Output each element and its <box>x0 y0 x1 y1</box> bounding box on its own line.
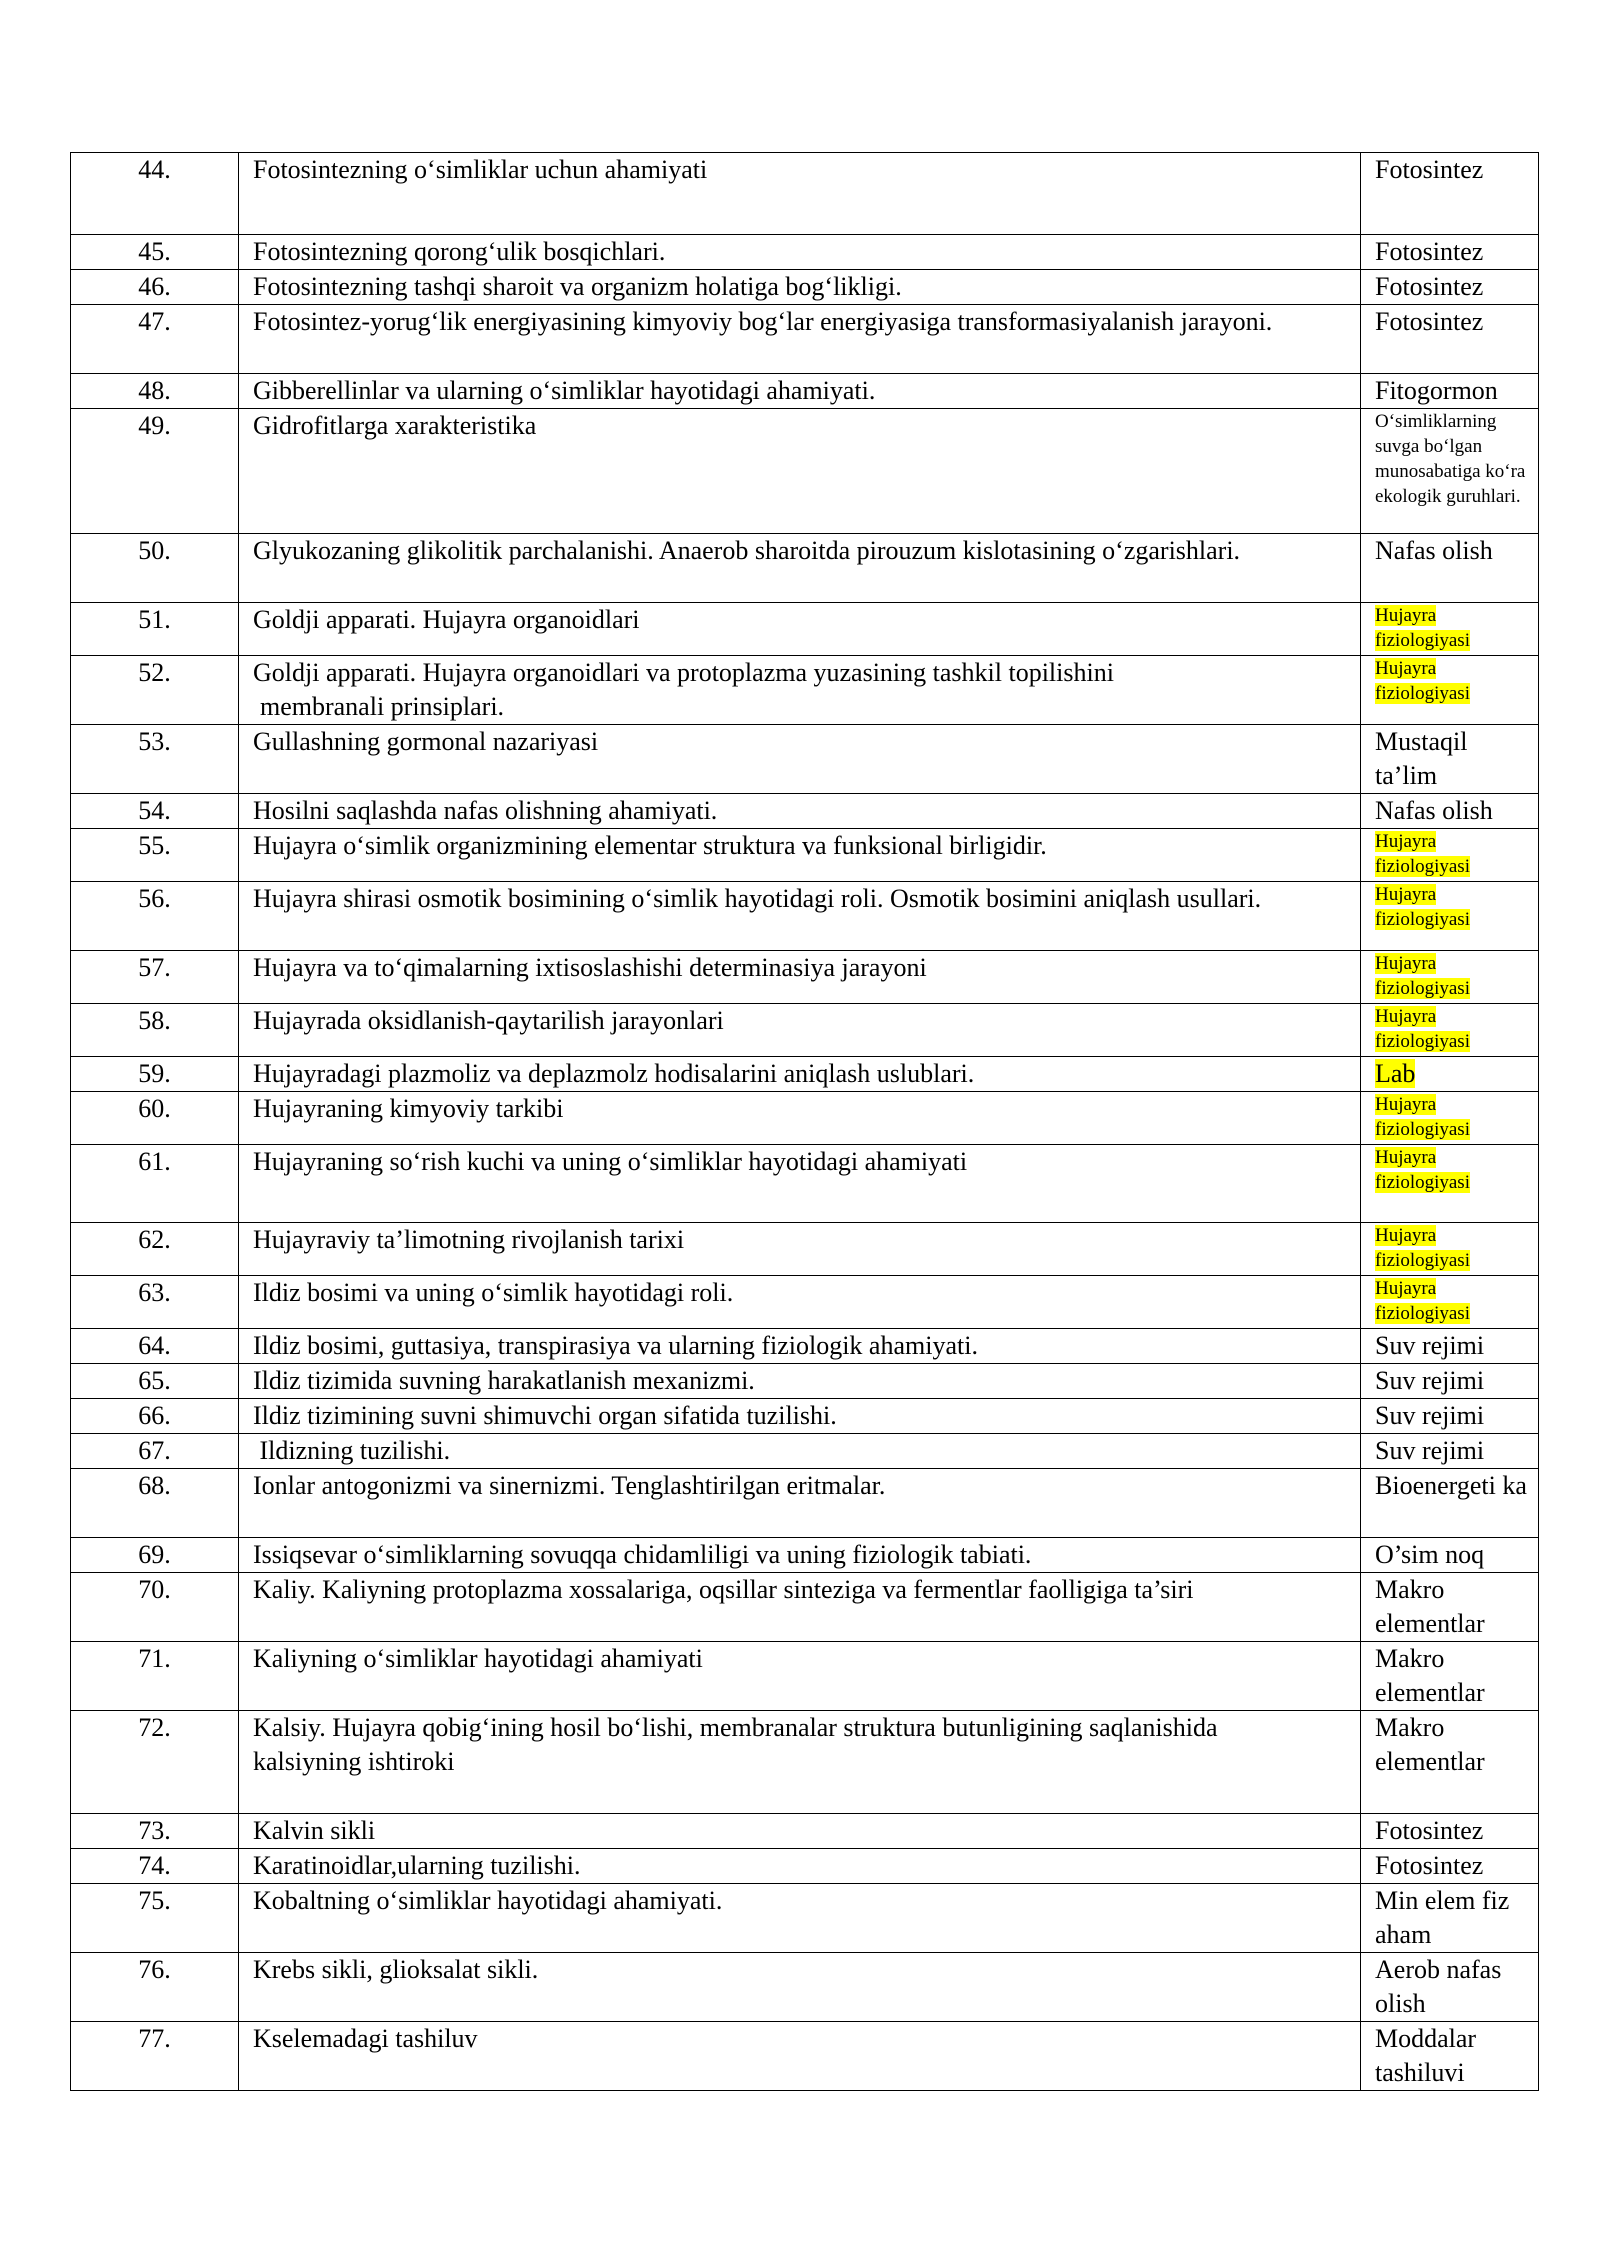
table-row <box>71 235 1539 270</box>
table-row <box>71 1399 1539 1434</box>
row-topic: Hujayradagi plazmoliz va deplazmolz hodisalarini aniqlash uslublari. <box>239 1057 1361 1092</box>
table-row <box>71 725 1539 794</box>
row-number: 62. <box>71 1223 239 1276</box>
row-topic: Ildizning tuzilishi. <box>239 1434 1361 1469</box>
row-section: Fotosintez <box>1361 1814 1539 1849</box>
table-row <box>71 1953 1539 2022</box>
table-row <box>71 1711 1539 1814</box>
section-label: Hujayra fiziologiyasi <box>1375 1225 1470 1271</box>
row-number: 50. <box>71 534 239 603</box>
row-section <box>1361 882 1539 951</box>
row-number: 51. <box>71 603 239 656</box>
table-row <box>71 656 1539 725</box>
row-number: 64. <box>71 1329 239 1364</box>
row-section <box>1361 1223 1539 1276</box>
row-section <box>1361 951 1539 1004</box>
row-topic: Kaliyning o‘simliklar hayotidagi ahamiyati <box>239 1642 1361 1711</box>
row-section: Suv rejimi <box>1361 1434 1539 1469</box>
table-row <box>71 305 1539 374</box>
row-topic: Gullashning gormonal nazariyasi <box>239 725 1361 794</box>
row-section: Aerob nafas olish <box>1361 1953 1539 2022</box>
row-number: 70. <box>71 1573 239 1642</box>
table-row <box>71 1364 1539 1399</box>
row-section: Bioenergeti ka <box>1361 1469 1539 1538</box>
row-number: 77. <box>71 2022 239 2091</box>
row-number: 73. <box>71 1814 239 1849</box>
section-label: Hujayra fiziologiyasi <box>1375 831 1470 877</box>
row-topic <box>239 656 1361 725</box>
row-topic: Fotosintezning o‘simliklar uchun ahamiyati <box>239 153 1361 235</box>
table-row <box>71 1329 1539 1364</box>
row-topic: Hujayra shirasi osmotik bosimining o‘simlik hayotidagi roli. Osmotik bosimini aniqlash usullari. <box>239 882 1361 951</box>
row-topic: Kaliy. Kaliyning protoplazma xossalariga, oqsillar sinteziga va fermentlar faolligiga ta’siri <box>239 1573 1361 1642</box>
row-number: 72. <box>71 1711 239 1814</box>
table-row <box>71 1538 1539 1573</box>
row-topic: Kselemadagi tashiluv <box>239 2022 1361 2091</box>
row-number: 54. <box>71 794 239 829</box>
table-row <box>71 374 1539 409</box>
table-row <box>71 1884 1539 1953</box>
row-section: Min elem fiz aham <box>1361 1884 1539 1953</box>
table-row <box>71 951 1539 1004</box>
table-row <box>71 409 1539 534</box>
table-row <box>71 534 1539 603</box>
row-topic: Fotosintezning tashqi sharoit va organizm holatiga bog‘likligi. <box>239 270 1361 305</box>
table-row <box>71 1145 1539 1223</box>
row-section: Makro elementlar <box>1361 1573 1539 1642</box>
row-number: 74. <box>71 1849 239 1884</box>
row-section <box>1361 409 1539 534</box>
row-number: 48. <box>71 374 239 409</box>
topic-line: kalsiyning ishtiroki <box>253 1747 455 1776</box>
table-row <box>71 603 1539 656</box>
table-row <box>71 1276 1539 1329</box>
row-topic: Ildiz tizimining suvni shimuvchi organ sifatida tuzilishi. <box>239 1399 1361 1434</box>
row-section <box>1361 1092 1539 1145</box>
row-section <box>1361 1057 1539 1092</box>
section-label: Hujayra fiziologiyasi <box>1375 1006 1470 1052</box>
topics-table <box>70 152 1539 2091</box>
row-number: 61. <box>71 1145 239 1223</box>
row-topic: Ildiz tizimida suvning harakatlanish mexanizmi. <box>239 1364 1361 1399</box>
row-section: Suv rejimi <box>1361 1329 1539 1364</box>
row-number: 44. <box>71 153 239 235</box>
row-number: 53. <box>71 725 239 794</box>
row-section <box>1361 829 1539 882</box>
row-number: 68. <box>71 1469 239 1538</box>
row-number: 63. <box>71 1276 239 1329</box>
table-row <box>71 1057 1539 1092</box>
row-topic: Hujayraning so‘rish kuchi va uning o‘simliklar hayotidagi ahamiyati <box>239 1145 1361 1223</box>
row-topic: Issiqsevar o‘simliklarning sovuqqa chidamliligi va uning fiziologik tabiati. <box>239 1538 1361 1573</box>
row-section: Makro elementlar <box>1361 1711 1539 1814</box>
section-label: Hujayra fiziologiyasi <box>1375 1094 1470 1140</box>
row-topic: Ionlar antogonizmi va sinernizmi. Tenglashtirilgan eritmalar. <box>239 1469 1361 1538</box>
row-number: 71. <box>71 1642 239 1711</box>
table-row <box>71 1849 1539 1884</box>
row-topic: Glyukozaning glikolitik parchalanishi. Anaerob sharoitda pirouzum kislotasining o‘zgarishlari. <box>239 534 1361 603</box>
topic-line: Goldji apparati. Hujayra organoidlari va protoplazma yuzasining tashkil topilishini <box>253 658 1114 687</box>
row-number: 66. <box>71 1399 239 1434</box>
row-topic: Fotosintez-yorug‘lik energiyasining kimyoviy bog‘lar energiyasiga transformasiyalanish jarayoni. <box>239 305 1361 374</box>
row-topic: Krebs sikli, glioksalat sikli. <box>239 1953 1361 2022</box>
row-section: Suv rejimi <box>1361 1399 1539 1434</box>
table-row <box>71 1469 1539 1538</box>
row-section: Fotosintez <box>1361 235 1539 270</box>
table-row <box>71 1223 1539 1276</box>
row-number: 67. <box>71 1434 239 1469</box>
row-topic: Ildiz bosimi, guttasiya, transpirasiya va ularning fiziologik ahamiyati. <box>239 1329 1361 1364</box>
topic-line: Kalsiy. Hujayra qobig‘ining hosil bo‘lishi, membranalar struktura butunligining saqlanishida <box>253 1713 1218 1742</box>
table-row <box>71 829 1539 882</box>
table-row <box>71 794 1539 829</box>
section-label: Hujayra fiziologiyasi <box>1375 1147 1470 1193</box>
table-row <box>71 882 1539 951</box>
row-section: Fotosintez <box>1361 305 1539 374</box>
row-topic: Fotosintezning qorong‘ulik bosqichlari. <box>239 235 1361 270</box>
table-row <box>71 1642 1539 1711</box>
table-row <box>71 1434 1539 1469</box>
table-row <box>71 1814 1539 1849</box>
row-number: 76. <box>71 1953 239 2022</box>
row-number: 49. <box>71 409 239 534</box>
row-section: Makro elementlar <box>1361 1642 1539 1711</box>
row-section: Suv rejimi <box>1361 1364 1539 1399</box>
row-section <box>1361 603 1539 656</box>
table-row <box>71 270 1539 305</box>
topic-line: membranali prinsiplari. <box>260 692 505 721</box>
row-section <box>1361 656 1539 725</box>
row-topic: Hujayraviy ta’limotning rivojlanish tarixi <box>239 1223 1361 1276</box>
row-section: Nafas olish <box>1361 794 1539 829</box>
section-label: O‘simliklarning suvga bo‘lgan munosabatiga ko‘ra ekologik guruhlari. <box>1375 411 1526 507</box>
row-section <box>1361 1004 1539 1057</box>
row-number: 45. <box>71 235 239 270</box>
row-section <box>1361 1145 1539 1223</box>
row-section: Moddalar tashiluvi <box>1361 2022 1539 2091</box>
section-label: Hujayra fiziologiyasi <box>1375 953 1470 999</box>
row-topic: Hujayraning kimyoviy tarkibi <box>239 1092 1361 1145</box>
row-topic: Goldji apparati. Hujayra organoidlari <box>239 603 1361 656</box>
row-number: 65. <box>71 1364 239 1399</box>
row-topic: Hosilni saqlashda nafas olishning ahamiyati. <box>239 794 1361 829</box>
row-section: O’sim noq <box>1361 1538 1539 1573</box>
row-topic: Gibberellinlar va ularning o‘simliklar hayotidagi ahamiyati. <box>239 374 1361 409</box>
table-row <box>71 1092 1539 1145</box>
table-row <box>71 2022 1539 2091</box>
section-label: Hujayra fiziologiyasi <box>1375 1278 1470 1324</box>
section-label: Hujayra fiziologiyasi <box>1375 884 1470 930</box>
row-topic: Hujayra va to‘qimalarning ixtisoslashishi determinasiya jarayoni <box>239 951 1361 1004</box>
row-topic: Hujayra o‘simlik organizmining elementar struktura va funksional birligidir. <box>239 829 1361 882</box>
row-number: 46. <box>71 270 239 305</box>
section-label: Lab <box>1375 1059 1416 1088</box>
row-number: 56. <box>71 882 239 951</box>
row-section: Fotosintez <box>1361 270 1539 305</box>
row-topic: Kalvin sikli <box>239 1814 1361 1849</box>
row-number: 52. <box>71 656 239 725</box>
row-number: 60. <box>71 1092 239 1145</box>
row-section: Nafas olish <box>1361 534 1539 603</box>
row-section: Fotosintez <box>1361 153 1539 235</box>
row-topic: Kobaltning o‘simliklar hayotidagi ahamiyati. <box>239 1884 1361 1953</box>
row-number: 57. <box>71 951 239 1004</box>
row-number: 55. <box>71 829 239 882</box>
table-row <box>71 153 1539 235</box>
row-number: 59. <box>71 1057 239 1092</box>
row-section: Fotosintez <box>1361 1849 1539 1884</box>
row-topic: Karatinoidlar,ularning tuzilishi. <box>239 1849 1361 1884</box>
row-topic: Hujayrada oksidlanish-qaytarilish jarayonlari <box>239 1004 1361 1057</box>
row-topic: Gidrofitlarga xarakteristika <box>239 409 1361 534</box>
row-topic: Ildiz bosimi va uning o‘simlik hayotidagi roli. <box>239 1276 1361 1329</box>
table-row <box>71 1573 1539 1642</box>
section-label: Hujayra fiziologiyasi <box>1375 658 1470 704</box>
row-number: 75. <box>71 1884 239 1953</box>
section-label: Hujayra fiziologiyasi <box>1375 605 1470 651</box>
row-number: 47. <box>71 305 239 374</box>
table-row <box>71 1004 1539 1057</box>
row-section <box>1361 1276 1539 1329</box>
row-section: Fitogormon <box>1361 374 1539 409</box>
row-section: Mustaqil ta’lim <box>1361 725 1539 794</box>
row-number: 58. <box>71 1004 239 1057</box>
row-number: 69. <box>71 1538 239 1573</box>
row-topic <box>239 1711 1361 1814</box>
